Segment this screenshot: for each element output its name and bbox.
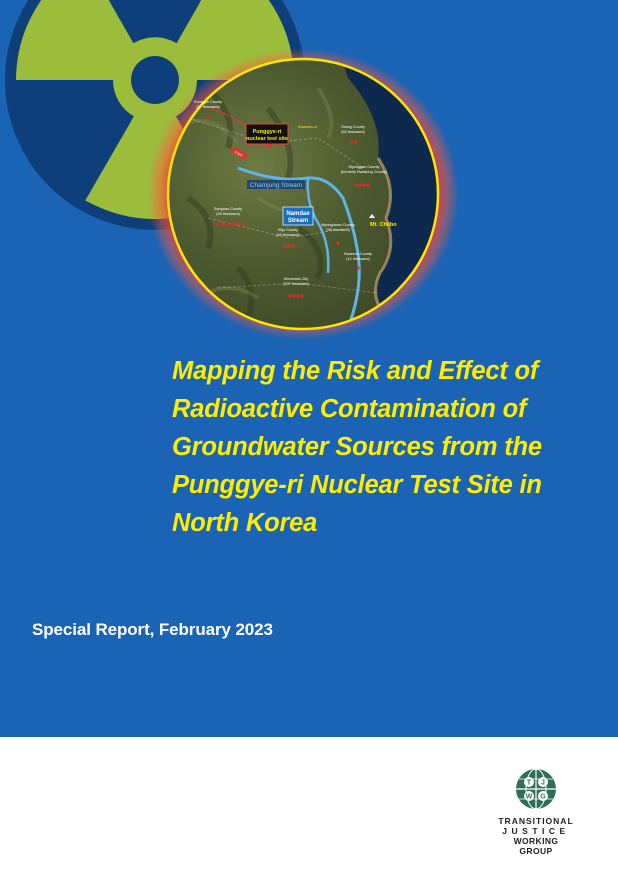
logo-letter-g: G <box>540 793 546 801</box>
map-circle <box>148 48 458 340</box>
svg-text:Myonghwan County: Myonghwan County <box>321 223 355 227</box>
svg-text:4 km: 4 km <box>233 149 244 158</box>
svg-text:Mt. Chilbo: Mt. Chilbo <box>370 222 397 228</box>
svg-text:Chamjung Stream: Chamjung Stream <box>249 182 303 189</box>
svg-text:(83 thousand): (83 thousand) <box>341 130 365 134</box>
logo-letter-j: J <box>541 779 545 787</box>
svg-text:(95 thousand): (95 thousand) <box>326 228 350 232</box>
tjwg-logo <box>496 768 576 856</box>
svg-text:(49 thousand): (49 thousand) <box>276 233 300 237</box>
svg-text:(45 thousand): (45 thousand) <box>216 212 240 216</box>
report-title: Mapping the Risk and Effect of Radioactive Contamination of Groundwater Sources from the Punggye-ri Nuclear Test Site in North Korea <box>172 357 542 537</box>
logo-letter-w: W <box>525 793 533 801</box>
svg-text:Kimchaek City: Kimchaek City <box>283 277 309 281</box>
svg-text:(12 thousand): (12 thousand) <box>346 257 370 261</box>
svg-text:Punggye-ri: Punggye-ri <box>252 129 282 135</box>
svg-text:Stream: Stream <box>287 218 309 224</box>
logo-letter-t: T <box>526 779 532 787</box>
svg-text:(87 thousand): (87 thousand) <box>196 105 220 109</box>
svg-text:Myonggan County: Myonggan County <box>348 165 380 169</box>
svg-text:(207 thousand): (207 thousand) <box>283 282 309 286</box>
report-subtitle: Special Report, February 2023 <box>32 620 273 639</box>
svg-text:Kwanmo-ri: Kwanmo-ri <box>298 124 318 129</box>
svg-text:(formerly Hwasong County): (formerly Hwasong County) <box>340 170 388 174</box>
svg-text:Sanghan County: Sanghan County <box>213 207 243 211</box>
svg-text:Namdae: Namdae <box>286 211 310 217</box>
svg-text:Kwanmo County: Kwanmo County <box>344 252 372 256</box>
svg-text:nuclear test site: nuclear test site <box>246 136 288 142</box>
svg-text:Kilju County: Kilju County <box>277 228 299 232</box>
svg-text:Punggye County: Punggye County <box>193 100 223 104</box>
globe-icon <box>515 768 557 810</box>
logo-line-3: WORKING GROUP <box>513 836 559 856</box>
logo-line-1: TRANSITIONAL <box>498 816 574 826</box>
logo-line-2: JUSTICE <box>502 826 570 836</box>
svg-text:Orang County: Orang County <box>341 125 365 129</box>
satellite-map <box>148 48 458 340</box>
